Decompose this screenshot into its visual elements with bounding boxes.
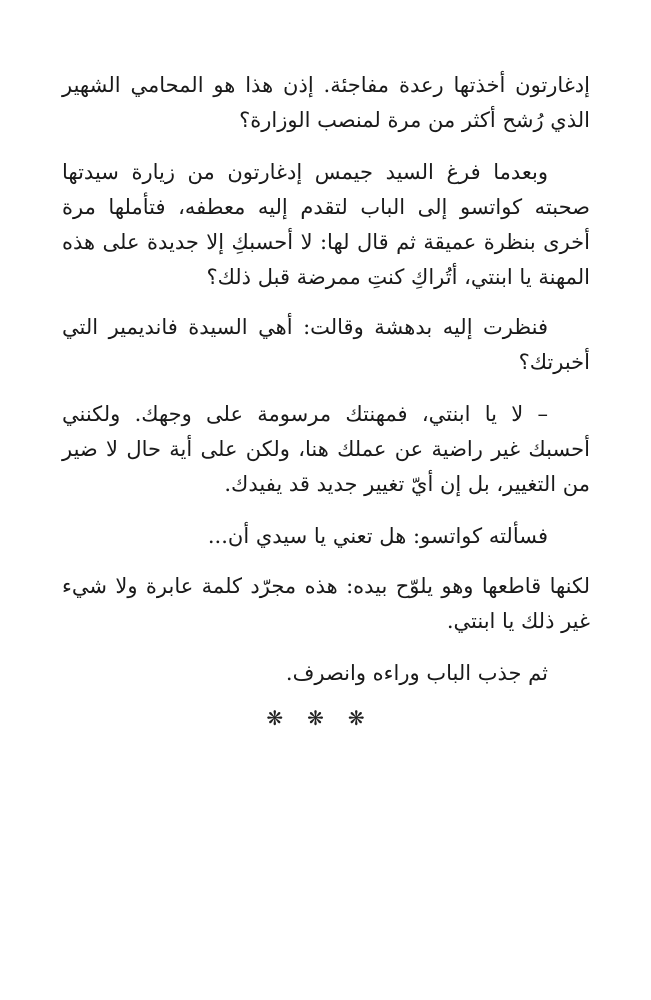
- paragraph-5: [62, 519, 590, 554]
- separator-asterism-1: ❋: [266, 706, 304, 730]
- paragraph-6-text: لكنها قاطعها وهو يلوّح بيده: هذه مجرّد كلمة عابرة ولا شيء غير ذلك يا ابنتي.: [62, 574, 590, 633]
- paragraph-2-text: وبعدما فرغ السيد جيمس إدغارتون من زيارة سيدتها صحبته كواتسو إلى الباب لتقدم إليه معطفه، فتأملها مرة أخرى بنظرة عميقة ثم قال لها: لا أحسبكِ إلا جديدة على هذه المهنة يا ابنتي، أتُراكِ كنتِ ممرضة قبل ذلك؟: [62, 160, 590, 289]
- paragraph-3-text: فنظرت إليه بدهشة وقالت: أهي السيدة فانديمير التي أخبرتك؟: [62, 315, 590, 374]
- paragraph-2: [62, 155, 590, 295]
- paragraph-7-text: ثم جذب الباب وراءه وانصرف.: [285, 661, 548, 685]
- paragraph-1-text: إدغارتون أخذتها رعدة مفاجئة. إذن هذا هو المحامي الشهير الذي رُشح أكثر من مرة لمنصب الوزارة؟: [62, 73, 590, 132]
- section-separator: [0, 706, 651, 730]
- paragraph-4-text: – لا يا ابنتي، فمهنتك مرسومة على وجهك. ولكنني أحسبك غير راضية عن عملك هنا، ولكن على أية حال لا ضير من التغيير، بل إن أيّ تغيير جديد قد يفيدك.: [62, 402, 590, 496]
- paragraph-6: [62, 569, 590, 639]
- separator-asterism-3: ❋: [347, 706, 385, 730]
- separator-asterism-2: ❋: [307, 706, 344, 730]
- paragraph-4: [62, 397, 590, 502]
- paragraph-7: [62, 656, 590, 691]
- paragraph-3: [62, 310, 590, 380]
- paragraph-1: [62, 68, 590, 138]
- paragraph-5-text: فسألته كواتسو: هل تعني يا سيدي أن...: [207, 524, 548, 548]
